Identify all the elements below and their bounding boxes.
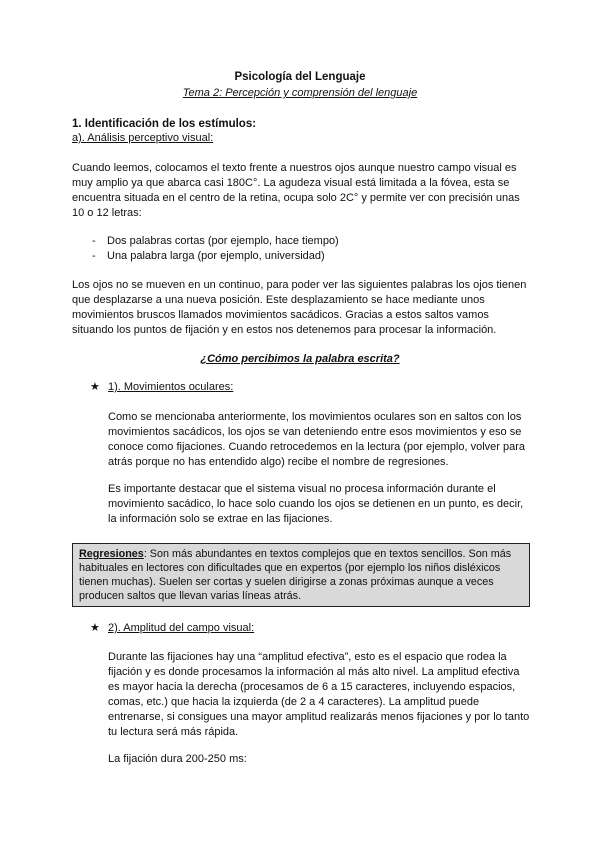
section-heading: 1. Identificación de los estímulos: (72, 118, 257, 130)
eye-movements-paragraph: Como se mencionaba anteriormente, los movimientos oculares son en saltos con los movimientos sacádicos, los ojos se van deteniendo entre esos movimientos y eso se conoce como fijaciones. Cuando retrocedemos en la lectura (por ejemplo, volver para atrás porque no has entendido algo) recibe el nombre de regresiones. (108, 411, 525, 468)
bullet-label: 2). Amplitud del campo visual: (108, 622, 255, 634)
question-heading: ¿Cómo percibimos la palabra escrita? (200, 353, 400, 365)
section-subheading: a). Análisis perceptivo visual: (72, 132, 214, 144)
regressions-note-box (72, 543, 530, 607)
star-icon: ★ (90, 622, 100, 634)
saccade-paragraph: Los ojos no se mueven en un continuo, para poder ver las siguientes palabras los ojos tienen que desplazarse a una nueva posición. Este desplazamiento se hace mediante unos movimientos bruscos llamados movimientos sacádicos. Gracias a estos saltos vamos situando los puntos de fijación y en estos nos detenemos para procesar la información. (72, 279, 527, 336)
intro-paragraph: Cuando leemos, colocamos el texto frente a nuestros ojos aunque nuestro campo visual es muy amplio ya que abarca casi 180C°. La agudeza visual está limitada a la fóvea, esta se encuentra situada en el centro de la retina, ocupa solo 2C° y permite ver con precisión unas 10 o 12 letras: (72, 162, 520, 219)
document-title: Psicología del Lenguaje (234, 71, 366, 83)
dash-marker: - (92, 250, 96, 262)
dash-marker: - (92, 235, 96, 247)
bullet-visual-span (90, 621, 254, 636)
fixation-duration-paragraph: La fijación dura 200-250 ms: (108, 753, 247, 765)
example-list (92, 234, 532, 264)
saccade-processing-paragraph: Es importante destacar que el sistema visual no procesa información durante el movimiento sacádico, lo hace solo cuando los ojos se detienen en un punto, es decir, la información solo se extrae en las fijaciones. (108, 483, 524, 525)
note-term: Regresiones (79, 548, 144, 560)
document-subtitle: Tema 2: Percepción y comprensión del lenguaje (182, 87, 418, 99)
star-icon: ★ (90, 381, 100, 393)
visual-span-paragraph: Durante las fijaciones hay una “amplitud efectiva”, esto es el espacio que rodea la fijación y es donde procesamos la información al más alto nivel. La amplitud efectiva es mayor hacia la derecha (procesamos de 6 a 15 caracteres, incluyendo espacios, comas, etc.) que hacia la izquierda (de 2 a 4 caracteres). La amplitud puede entrenarse, si consigues una mayor amplitud realizarás menos fijaciones y por lo tanto tu lectura será más rápida. (108, 651, 530, 738)
bullet-eye-movements (90, 380, 233, 395)
bullet-label: 1). Movimientos oculares: (108, 381, 234, 393)
list-item: - Una palabra larga (por ejemplo, universidad) (92, 250, 325, 262)
list-item: - Dos palabras cortas (por ejemplo, hace tiempo) (92, 235, 339, 247)
note-text: : Son más abundantes en textos complejos que en textos sencillos. Son más habituales en lectores con dificultades que en expertos (por ejemplo los niños disléxicos tienen muchas). Suelen ser cortas y suelen dirigirse a zonas próximas aunque a veces producen saltos que llevan varias líneas atrás. (79, 548, 512, 602)
